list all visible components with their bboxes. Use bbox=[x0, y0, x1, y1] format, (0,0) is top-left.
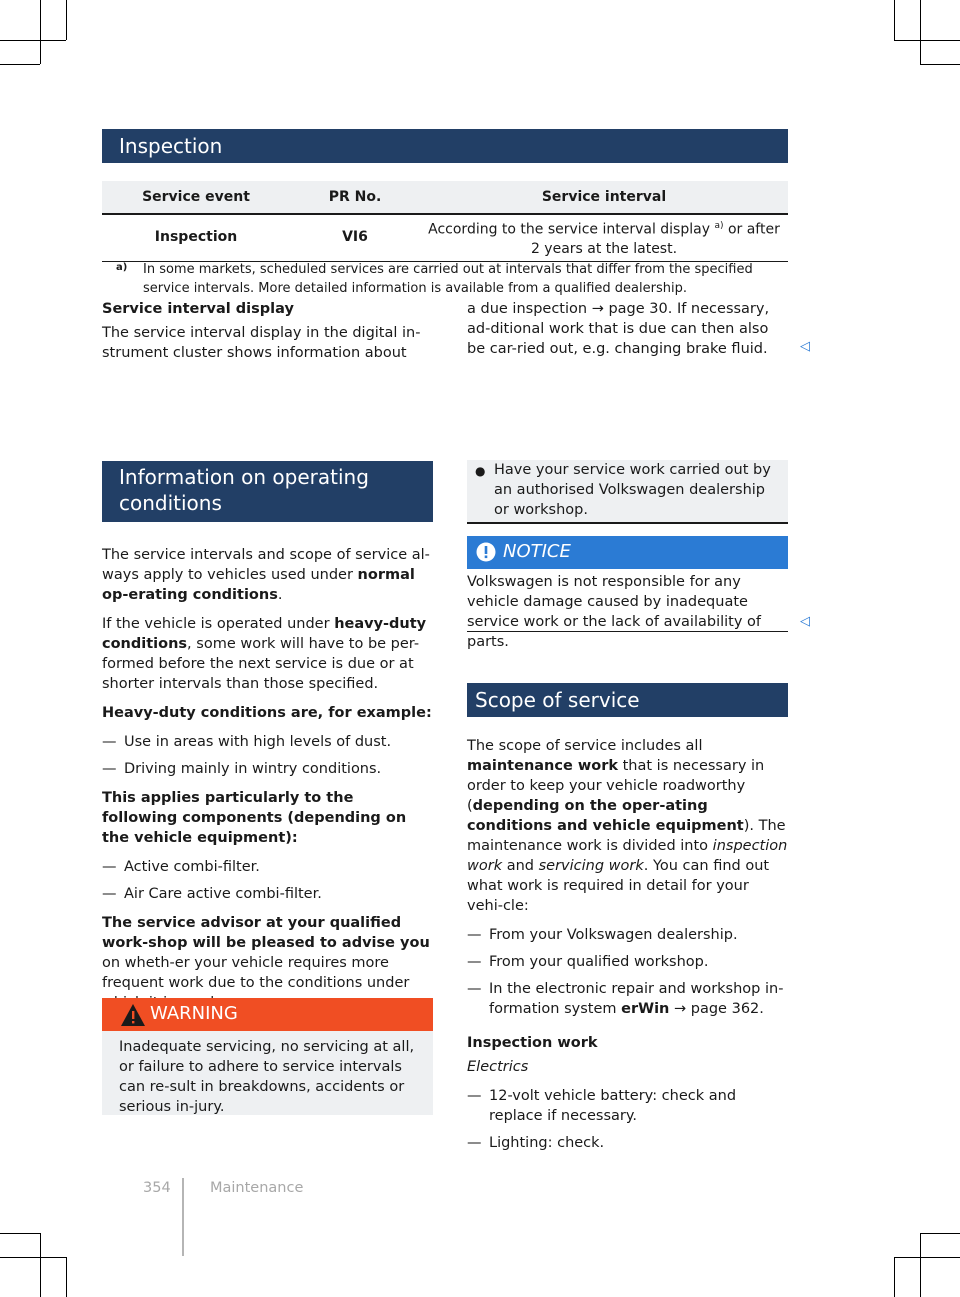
bullet-text: Have your service work carried out by an authorised Volkswagen dealership or workshop. bbox=[494, 462, 771, 518]
text: . You can find out what work is required in detail for your vehi-cle: bbox=[467, 858, 770, 914]
operating-heading bbox=[102, 461, 433, 522]
table-header: Service event bbox=[102, 181, 290, 214]
text: , some work will have to be per-formed before the next service is due or at shorter intervals than those specified. bbox=[102, 636, 420, 692]
text: In the electronic repair and workshop in-formation system bbox=[489, 981, 784, 1017]
text: and bbox=[506, 858, 534, 874]
list-item: — Use in areas with high levels of dust. bbox=[102, 732, 433, 752]
end-marker-icon: ◁ bbox=[800, 614, 810, 629]
footnote bbox=[102, 260, 788, 298]
emphasis: inspection work bbox=[467, 838, 788, 874]
list-item: — Lighting: check. bbox=[467, 1133, 788, 1153]
text: a due inspection bbox=[467, 301, 588, 317]
scope-heading: Scope of service bbox=[467, 683, 788, 717]
text: ). The maintenance work is divided into bbox=[467, 818, 786, 854]
warning-text: Inadequate servicing, no servicing at all, or failure to adhere to service intervals can re-sult in breakdowns, accidents or serious in-jury. bbox=[119, 1039, 415, 1115]
text: . bbox=[277, 587, 283, 603]
table-cell-event: Inspection bbox=[102, 214, 290, 261]
arrow-icon: → bbox=[591, 301, 604, 317]
cross-reference-text[interactable]: page 30. If necessary, ad-ditional work that is due can then also be car-ried out, e.g. changing brake fluid. bbox=[467, 301, 770, 357]
footnote-ref: a) bbox=[714, 221, 724, 231]
crop-mark bbox=[0, 64, 40, 65]
crop-mark bbox=[0, 40, 66, 41]
warning-label: WARNING bbox=[150, 1003, 238, 1024]
paragraph: The service interval display in the digital in-strument cluster shows information about bbox=[102, 325, 421, 361]
crop-mark bbox=[40, 1233, 41, 1297]
interval-text: According to the service interval display bbox=[428, 221, 710, 238]
emphasis: maintenance work bbox=[467, 758, 619, 774]
table-row bbox=[102, 214, 788, 261]
crop-mark bbox=[0, 1257, 66, 1258]
emphasis: depending on the oper-ating conditions and vehicle equipment bbox=[467, 798, 744, 834]
list-item: — From your Volkswagen dealership. bbox=[467, 925, 788, 945]
crop-mark bbox=[894, 1257, 895, 1297]
service-table bbox=[102, 181, 788, 262]
notice-text: Volkswagen is not responsible for any vehicle damage caused by inadequate service work or the lack of availability of parts. bbox=[467, 574, 762, 650]
service-display-right bbox=[467, 299, 788, 359]
table-cell-interval bbox=[420, 214, 788, 261]
service-display-left bbox=[102, 299, 424, 363]
section-title: Service interval display bbox=[102, 301, 294, 317]
operating-text bbox=[102, 545, 433, 1013]
crop-mark bbox=[40, 0, 41, 64]
list-item: — 12-volt vehicle battery: check and replace if necessary. bbox=[467, 1086, 788, 1126]
interval-text: or after bbox=[727, 221, 780, 238]
paragraph bbox=[102, 614, 433, 694]
list-item bbox=[467, 979, 788, 1019]
paragraph bbox=[467, 736, 788, 916]
notice-header bbox=[467, 536, 788, 569]
notice-body bbox=[467, 572, 788, 652]
emphasis: normal op-erating conditions bbox=[102, 567, 415, 603]
notice-rule bbox=[467, 631, 788, 632]
paragraph bbox=[102, 545, 433, 605]
arrow-icon: → bbox=[674, 1001, 687, 1017]
warning-triangle-icon bbox=[120, 1003, 146, 1027]
inspection-heading: Inspection bbox=[102, 129, 788, 163]
footnote-text: In some markets, scheduled services are carried out at intervals that differ from the specified service intervals. More detailed information is available from a qualified dealership. bbox=[143, 262, 753, 296]
end-marker-icon: ◁ bbox=[800, 339, 810, 354]
footnote-mark: a) bbox=[116, 262, 128, 273]
scope-text bbox=[467, 736, 788, 1153]
list-item: — Driving mainly in wintry conditions. bbox=[102, 759, 433, 779]
crop-mark bbox=[920, 64, 960, 65]
emphasis: servicing work bbox=[538, 858, 644, 874]
list-item: — Air Care active combi-filter. bbox=[102, 884, 433, 904]
crop-mark bbox=[920, 1233, 921, 1297]
emphasis: The service advisor at your qualified work-shop will be pleased to advise you bbox=[102, 915, 430, 951]
table-header: Service interval bbox=[420, 181, 788, 214]
heading-line: conditions bbox=[119, 491, 222, 515]
cross-reference-link[interactable]: page 362. bbox=[690, 1001, 764, 1017]
text: The scope of service includes all bbox=[467, 738, 703, 754]
crop-mark bbox=[66, 0, 67, 40]
emphasis: heavy-duty conditions bbox=[102, 616, 427, 652]
text: The service intervals and scope of service al-ways apply to vehicles used under bbox=[102, 547, 430, 583]
crop-mark bbox=[894, 40, 960, 41]
subheading: Electrics bbox=[467, 1059, 529, 1075]
footer-section: Maintenance bbox=[210, 1180, 304, 1196]
warning-header bbox=[102, 998, 433, 1031]
warning-body bbox=[102, 1031, 433, 1115]
crop-mark bbox=[894, 0, 895, 40]
bullet-icon: ● bbox=[475, 464, 486, 478]
table-cell-pr-no: VI6 bbox=[290, 214, 420, 261]
crop-mark bbox=[0, 1233, 40, 1234]
text: If the vehicle is operated under bbox=[102, 616, 330, 632]
footer-divider bbox=[182, 1178, 184, 1256]
emphasis: erWin bbox=[621, 1001, 670, 1017]
text: on wheth-er your vehicle requires more frequent work due to the conditions under bbox=[102, 955, 410, 991]
heading-line: Information on operating bbox=[119, 465, 369, 489]
list-item: — Active combi-filter. bbox=[102, 857, 433, 877]
paragraph: Heavy-duty conditions are, for example: bbox=[102, 705, 432, 721]
text: that is necessary in order to keep your vehicle roadworthy ( bbox=[467, 758, 765, 814]
bullet-box bbox=[467, 460, 788, 524]
notice-exclamation-icon bbox=[476, 542, 496, 562]
paragraph bbox=[467, 299, 788, 359]
interval-text: 2 years at the latest. bbox=[530, 240, 678, 257]
table-header: PR No. bbox=[290, 181, 420, 214]
subheading: Inspection work bbox=[467, 1035, 598, 1051]
notice-label: NOTICE bbox=[503, 541, 571, 562]
crop-mark bbox=[66, 1257, 67, 1297]
paragraph: This applies particularly to the following components (depending on the vehicle equipment): bbox=[102, 790, 407, 846]
page-number: 354 bbox=[143, 1180, 171, 1196]
crop-mark bbox=[894, 1257, 960, 1258]
crop-mark bbox=[920, 0, 921, 64]
list-item: — From your qualified workshop. bbox=[467, 952, 788, 972]
crop-mark bbox=[920, 1233, 960, 1234]
